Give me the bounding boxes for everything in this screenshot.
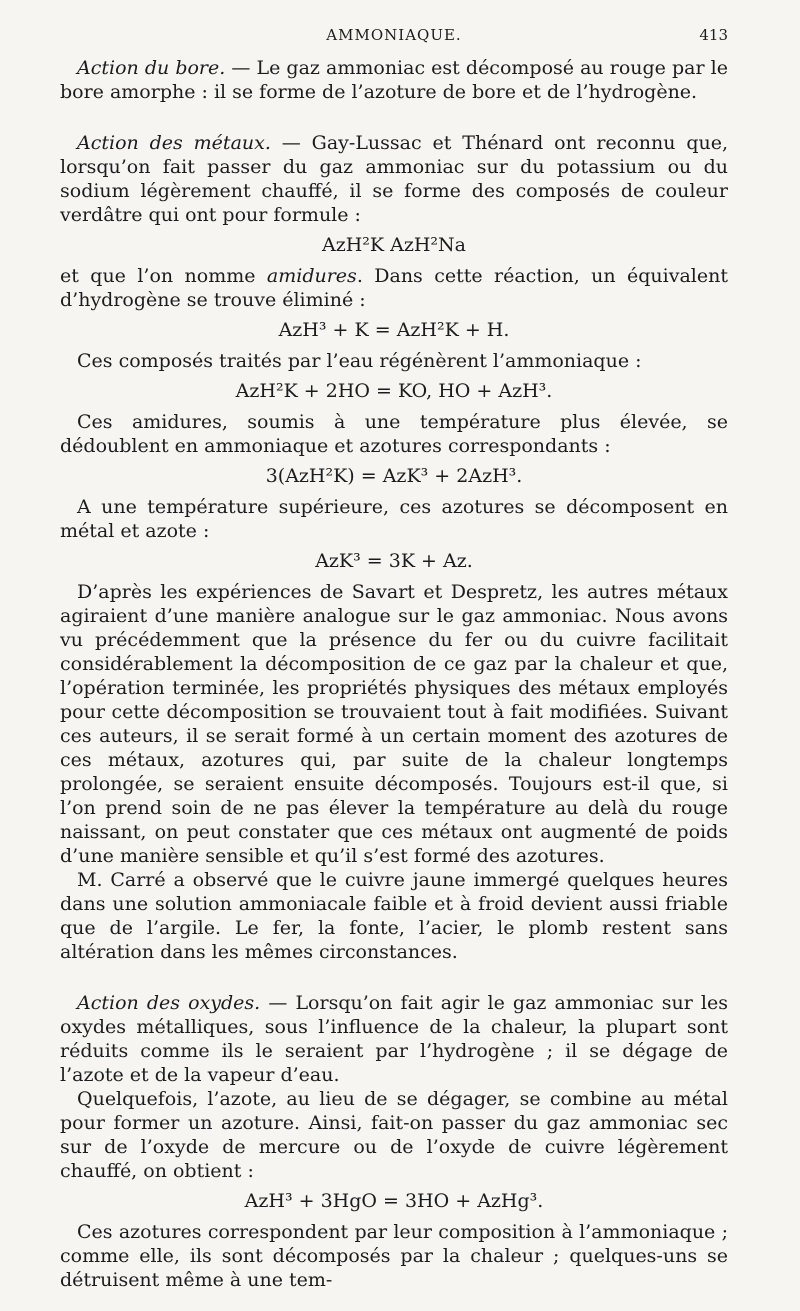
paragraph-azotures-correspondance: Ces azotures correspondent par leur composition à l’ammoniaque ; comme elle, ils sont décomposés par la chaleur ; quelques-uns se détruisent même à une tem- [60, 1221, 728, 1291]
running-header [60, 26, 728, 50]
equation-eau: AzH²K + 2HO = KO, HO + AzH³. [235, 380, 553, 402]
section-heading-bore: Action du bore. [77, 57, 226, 79]
equation-potassium: AzH³ + K = AzH²K + H. [278, 319, 510, 341]
formula-amidures: AzH²K AzH²Na [321, 234, 467, 256]
paragraph-oxydes: Action des oxydes. — Lorsqu’on fait agir le gaz ammoniac sur les oxydes métalliques, sous l’influence de la chaleur, la plupart sont réduits comme ils le seraient par l’hydrogène ; il se dégage de l’azote et de la vapeur d’eau. [60, 992, 728, 1086]
equation-decomposition: AzK³ = 3K + Az. [315, 550, 473, 572]
equation-dedoublement: 3(AzH²K) = AzK³ + 2AzH³. [265, 465, 523, 487]
paragraph-azoture: Quelquefois, l’azote, au lieu de se dégager, se combine au métal pour former un azoture. Ainsi, fait-on passer du gaz ammoniac sec sur de l’oxyde de mercure ou de l’oxyde de cuivre légèrement chauffé, on obtient : [60, 1088, 728, 1182]
paragraph-bore: Action du bore. — Le gaz ammoniac est décomposé au rouge par le bore amorphe : il se forme de l’azoture de bore et de l’hydrogène. [60, 57, 728, 103]
paragraph-carre: M. Carré a observé que le cuivre jaune immergé quelques heures dans une solution ammoniacale faible et à froid devient aussi friable que de l’argile. Le fer, la fonte, l’acier, le plomb restent sans altération dans les mêmes circonstances. [60, 869, 728, 963]
paragraph-amidures: et que l’on nomme amidures. Dans cette réaction, un équivalent d’hydrogène se trouve éliminé : [60, 265, 729, 311]
paragraph-decomposition: A une température supérieure, ces azotures se décomposent en métal et azote : [60, 496, 728, 542]
term-amidures: amidures [266, 265, 357, 287]
running-title: AMMONIAQUE. [326, 26, 462, 44]
paragraph-metaux: Action des métaux. — Gay-Lussac et Thénard ont reconnu que, lorsqu’on fait passer du gaz ammoniac sur du potassium ou du sodium légèrement chauffé, il se forme des composés de couleur verdâtre qui ont pour formule : [60, 132, 728, 226]
section-heading-metaux: Action des métaux. [77, 132, 271, 154]
page-number: 413 [699, 26, 728, 44]
section-heading-oxydes: Action des oxydes. [77, 992, 261, 1014]
paragraph-eau: Ces composés traités par l’eau régénèrent l’ammoniaque : [77, 350, 642, 372]
equation-mercure: AzH³ + 3HgO = 3HO + AzHg³. [244, 1190, 544, 1212]
paragraph-dedoublement: Ces amidures, soumis à une température plus élevée, se dédoublent en ammoniaque et azotures correspondants : [60, 411, 728, 457]
main-text [60, 56, 728, 1292]
paragraph-savart-despretz: D’après les expériences de Savart et Despretz, les autres métaux agiraient d’une manière analogue sur le gaz ammoniac. Nous avons vu précédemment que la présence du fer ou du cuivre facilitait considérablement la décomposition de ce gaz par la chaleur et que, l’opération terminée, les propriétés physiques des métaux employés pour cette décomposition se trouvaient tout à fait modifiées. Suivant ces auteurs, il se serait formé à un certain moment des azotures de ces métaux, azotures qui, par suite de la chaleur longtemps prolongée, se seraient ensuite décomposés. Toujours est-il que, si l’on prend soin de ne pas élever la température au delà du rouge naissant, on peut constater que ces métaux ont augmenté de poids d’une manière sensible et qu’il s’est formé des azotures. [60, 581, 728, 867]
